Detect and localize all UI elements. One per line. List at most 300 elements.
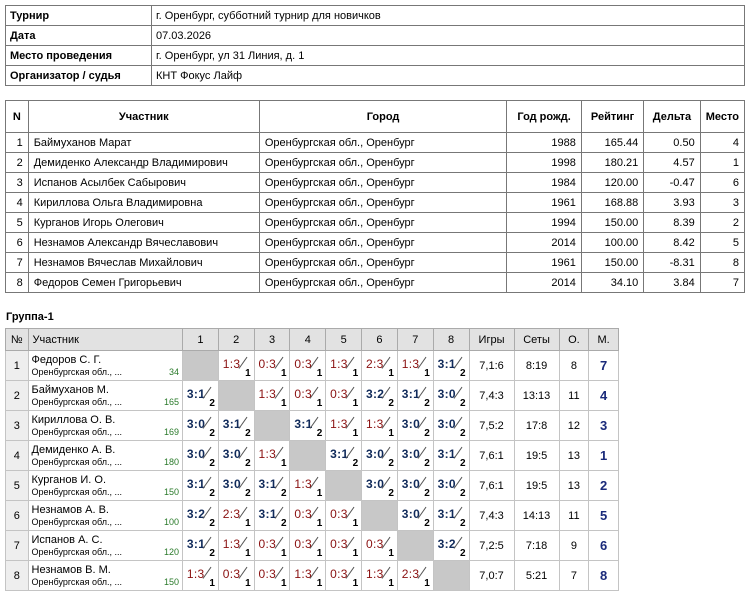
match-score: 0:3 [365,536,384,551]
info-label: Организатор / судья [6,66,152,86]
match-cell [218,531,254,561]
results-cell: 4.57 [644,153,700,173]
match-cell [218,411,254,441]
table-row [6,153,745,173]
results-cell: -0.47 [644,173,700,193]
match-points: 2 [460,547,466,559]
info-label: Место проведения [6,46,152,66]
match-points: 2 [209,397,215,409]
match-score: 0:3 [294,356,312,371]
match-score: 2:3 [222,506,241,521]
results-header: N [6,101,29,133]
match-points: 2 [245,457,251,469]
match-score: 3:0 [401,476,421,491]
group-row-number: 6 [6,501,29,531]
match-score: 0:3 [258,536,277,551]
match-score: 3:1 [186,386,206,401]
match-cell [433,501,469,531]
match-points: 1 [280,457,287,469]
results-cell: Демиденко Александр Владимирович [28,153,259,173]
match-score: 1:3 [258,446,277,461]
player-city: Оренбургская обл., ... [31,366,122,377]
match-score: 0:3 [258,356,277,371]
match-points: 1 [352,397,359,409]
results-header: Дельта [644,101,700,133]
match-points: 1 [388,547,394,559]
match-points: 1 [245,367,251,379]
match-score: 0:3 [294,536,312,551]
match-points: 1 [209,577,215,589]
match-points: 2 [460,457,466,469]
match-score: 3:1 [437,446,456,461]
match-points: 1 [424,577,430,589]
group-sets: 17:8 [514,411,559,441]
match-points: 2 [209,547,215,559]
group-header: О. [559,329,589,351]
match-cell [326,351,362,381]
match-points: 1 [352,577,359,589]
results-cell: -8.31 [644,253,700,273]
group-row [6,471,619,501]
group-player [28,561,183,591]
results-cell: 1 [700,153,744,173]
match-score: 1:3 [222,356,241,371]
match-points: 1 [245,577,251,589]
match-cell [397,441,433,471]
match-points: 1 [388,367,394,379]
match-cell [183,381,219,411]
group-player [28,351,183,381]
match-cell [397,471,433,501]
results-cell: 3.93 [644,193,700,213]
results-header: Место [700,101,744,133]
group-cell-diagonal [326,471,362,501]
match-cell [362,381,398,411]
results-cell: Оренбургская обл., Оренбург [259,213,506,233]
match-points: 2 [388,487,394,499]
info-value: г. Оренбург, ул 31 Линия, д. 1 [152,46,745,66]
results-cell: 1961 [507,193,582,213]
match-points: 1 [245,547,251,559]
results-cell: 8.42 [644,233,700,253]
group-sets: 19:5 [514,441,559,471]
table-row [6,213,745,233]
match-points: 1 [388,427,394,439]
match-points: 2 [424,457,430,469]
player-rating: 100 [163,516,180,527]
match-score: 3:1 [437,506,456,521]
results-cell: 100.00 [581,233,643,253]
player-city: Оренбургская обл., ... [31,456,122,467]
match-score: 0:3 [294,506,312,521]
results-cell: 4 [6,193,29,213]
player-name: Незнамов А. В. [31,503,109,516]
group-games: 7,4:3 [469,501,514,531]
results-cell: Оренбургская обл., Оренбург [259,193,506,213]
group-header: 3 [254,329,290,351]
match-score: 0:3 [330,386,348,401]
group-games: 7,6:1 [469,441,514,471]
results-cell: 3 [700,193,744,213]
group-cell-diagonal [254,411,290,441]
results-cell: Незнамов Вячеслав Михайлович [28,253,259,273]
match-score: 0:3 [330,506,348,521]
results-cell: 1988 [507,133,582,153]
match-cell [397,501,433,531]
match-score: 0:3 [258,566,277,581]
match-cell [254,561,290,591]
results-cell: 6 [700,173,744,193]
match-score: 1:3 [401,356,420,371]
match-score: 0:3 [222,566,241,581]
group-title: Группа-1 [6,311,54,323]
match-score: 0:3 [330,536,348,551]
group-row [6,441,619,471]
match-cell [183,531,219,561]
group-player [28,531,183,561]
match-cell [218,471,254,501]
group-header: Участник [28,329,183,351]
match-score: 3:2 [186,506,206,521]
group-points: 12 [559,411,589,441]
group-player [28,501,183,531]
info-label: Дата [6,26,152,46]
match-points: 2 [424,427,430,439]
match-cell [433,471,469,501]
match-score: 3:1 [186,536,206,551]
player-rating: 34 [169,366,180,377]
match-points: 1 [352,427,359,439]
results-cell: 0.50 [644,133,700,153]
match-score: 3:0 [437,386,456,401]
table-row [6,193,745,213]
match-cell [362,441,398,471]
match-points: 1 [424,367,430,379]
match-points: 2 [209,457,215,469]
player-city: Оренбургская обл., ... [31,396,122,407]
match-cell [218,441,254,471]
match-score: 3:0 [222,446,241,461]
results-cell: Оренбургская обл., Оренбург [259,133,506,153]
player-name: Демиденко А. В. [31,443,116,456]
group-games: 7,5:2 [469,411,514,441]
group-cell-diagonal [183,351,219,381]
match-cell [433,381,469,411]
results-cell: 1998 [507,153,582,173]
group-points: 7 [559,561,589,591]
match-points: 1 [316,577,323,589]
results-cell: 1 [6,133,29,153]
results-cell: 7 [700,273,744,293]
match-points: 1 [352,517,359,529]
match-score: 3:1 [437,356,456,371]
player-rating: 150 [163,576,180,587]
group-points: 13 [559,471,589,501]
match-cell [397,411,433,441]
results-cell: Оренбургская обл., Оренбург [259,233,506,253]
player-city: Оренбургская обл., ... [31,486,122,497]
match-points: 1 [316,547,323,559]
player-rating: 180 [163,456,180,467]
group-points: 8 [559,351,589,381]
match-score: 1:3 [222,536,241,551]
group-place: 2 [589,471,619,501]
match-points: 2 [280,517,287,529]
group-header: 2 [218,329,254,351]
results-cell: 3 [6,173,29,193]
info-value: КНТ Фокус Лайф [152,66,745,86]
group-place: 7 [589,351,619,381]
group-row [6,531,619,561]
match-points: 2 [245,487,251,499]
results-header: Год рожд. [507,101,582,133]
player-rating: 169 [163,426,180,437]
match-cell [326,441,362,471]
group-games: 7,6:1 [469,471,514,501]
player-name: Незнамов В. М. [31,563,111,576]
player-city: Оренбургская обл., ... [31,426,122,437]
results-header: Рейтинг [581,101,643,133]
player-name: Федоров С. Г. [31,353,102,366]
results-cell: 6 [6,233,29,253]
group-header: 6 [362,329,398,351]
player-name: Баймуханов М. [31,383,109,396]
group-player [28,381,183,411]
match-score: 3:0 [401,446,421,461]
match-points: 1 [280,547,287,559]
results-cell: Кириллова Ольга Владимировна [28,193,259,213]
match-score: 3:1 [186,476,206,491]
results-table [5,100,745,293]
group-sets: 19:5 [514,471,559,501]
group-row-number: 4 [6,441,29,471]
match-cell [290,531,326,561]
match-score: 1:3 [330,356,348,371]
results-cell: 1961 [507,253,582,273]
results-cell: Оренбургская обл., Оренбург [259,273,506,293]
match-points: 2 [460,397,466,409]
results-cell: Незнамов Александр Вячеславович [28,233,259,253]
player-city: Оренбургская обл., ... [31,576,122,587]
results-cell: 3.84 [644,273,700,293]
group-games: 7,1:6 [469,351,514,381]
player-rating: 165 [163,396,180,407]
table-row [6,133,745,153]
group-header: 7 [397,329,433,351]
match-cell [290,351,326,381]
match-points: 1 [280,367,287,379]
match-cell [290,501,326,531]
group-points: 11 [559,381,589,411]
info-row [6,46,745,66]
match-points: 2 [245,427,251,439]
results-cell: 1994 [507,213,582,233]
results-cell: 4 [700,133,744,153]
match-cell [326,411,362,441]
group-place: 8 [589,561,619,591]
match-points: 2 [460,367,466,379]
group-header: № [6,329,29,351]
match-points: 2 [460,487,466,499]
match-cell [326,381,362,411]
match-cell [183,561,219,591]
tournament-info-table [5,5,745,86]
match-points: 2 [280,487,287,499]
match-points: 1 [245,517,251,529]
match-points: 2 [316,427,323,439]
match-cell [183,441,219,471]
match-cell [254,351,290,381]
group-header: Игры [469,329,514,351]
match-points: 2 [209,517,215,529]
player-city: Оренбургская обл., ... [31,546,122,557]
match-cell [326,531,362,561]
match-cell [254,441,290,471]
match-cell [218,561,254,591]
info-value: 07.03.2026 [152,26,745,46]
player-name: Кириллова О. В. [31,413,116,426]
match-points: 2 [424,487,430,499]
match-cell [290,381,326,411]
results-cell: 8 [700,253,744,273]
match-score: 1:3 [365,566,384,581]
match-score: 3:1 [294,416,313,431]
group-row-number: 2 [6,381,29,411]
group-place: 6 [589,531,619,561]
table-row [6,173,745,193]
results-cell: 180.21 [581,153,643,173]
match-cell [362,561,398,591]
group-row-number: 7 [6,531,29,561]
match-cell [433,441,469,471]
player-rating: 150 [163,486,180,497]
match-score: 1:3 [186,566,205,581]
group-cell-diagonal [433,561,469,591]
player-name: Курганов И. О. [31,473,107,486]
match-cell [254,381,290,411]
match-points: 2 [209,487,215,499]
match-score: 3:2 [365,386,385,401]
results-header: Участник [28,101,259,133]
match-score: 3:2 [437,536,456,551]
match-points: 1 [316,367,323,379]
match-cell [290,471,326,501]
match-score: 1:3 [330,416,348,431]
group-player [28,411,183,441]
match-cell [397,351,433,381]
match-points: 2 [209,427,215,439]
match-cell [254,531,290,561]
player-city: Оренбургская обл., ... [31,516,122,527]
match-points: 2 [388,457,394,469]
info-row [6,26,745,46]
group-games: 7,4:3 [469,381,514,411]
results-cell: Оренбургская обл., Оренбург [259,173,506,193]
results-cell: Испанов Асылбек Сабырович [28,173,259,193]
group-player [28,441,183,471]
match-score: 0:3 [294,386,312,401]
group-row [6,501,619,531]
results-cell: 1984 [507,173,582,193]
match-points: 1 [280,577,287,589]
match-cell [218,501,254,531]
match-score: 3:1 [330,446,349,461]
info-value: г. Оренбург, субботний турнир для новичков [152,6,745,26]
match-cell [326,561,362,591]
match-cell [362,531,398,561]
results-header: Город [259,101,506,133]
results-cell: Курганов Игорь Олегович [28,213,259,233]
group-header: 4 [290,329,326,351]
match-score: 1:3 [294,476,312,491]
group-points: 11 [559,501,589,531]
group-games: 7,2:5 [469,531,514,561]
match-score: 3:1 [222,416,241,431]
match-score: 3:0 [401,416,421,431]
results-cell: 2014 [507,273,582,293]
info-row [6,6,745,26]
match-score: 3:0 [186,446,206,461]
match-cell [433,531,469,561]
results-cell: Баймуханов Марат [28,133,259,153]
results-cell: Федоров Семен Григорьевич [28,273,259,293]
group-row [6,351,619,381]
match-score: 3:1 [258,476,277,491]
results-cell: Оренбургская обл., Оренбург [259,253,506,273]
match-points: 2 [460,517,466,529]
group-games: 7,0:7 [469,561,514,591]
match-score: 3:1 [258,506,277,521]
match-cell [362,351,398,381]
match-cell [362,471,398,501]
results-cell: 120.00 [581,173,643,193]
match-cell [397,381,433,411]
match-points: 1 [316,517,323,529]
match-score: 1:3 [258,386,277,401]
match-score: 0:3 [330,566,348,581]
group-cell-diagonal [362,501,398,531]
match-points: 2 [388,397,394,409]
group-sets: 7:18 [514,531,559,561]
group-place: 3 [589,411,619,441]
results-cell: 2 [6,153,29,173]
match-points: 1 [280,397,287,409]
group-player [28,471,183,501]
match-score: 1:3 [294,566,312,581]
match-cell [433,351,469,381]
match-score: 3:0 [222,476,241,491]
match-cell [254,501,290,531]
group-row-number: 5 [6,471,29,501]
group-row [6,561,619,591]
match-score: 2:3 [365,356,384,371]
group-place: 5 [589,501,619,531]
player-rating: 120 [163,546,180,557]
match-score: 3:0 [365,446,385,461]
match-cell [218,351,254,381]
match-cell [397,561,433,591]
match-cell [326,501,362,531]
match-points: 1 [352,547,359,559]
group-row [6,411,619,441]
results-cell: 150.00 [581,253,643,273]
match-points: 1 [352,367,359,379]
match-score: 3:0 [437,416,456,431]
group-row [6,381,619,411]
results-cell: 2 [700,213,744,233]
results-cell: 7 [6,253,29,273]
group-header: Сеты [514,329,559,351]
